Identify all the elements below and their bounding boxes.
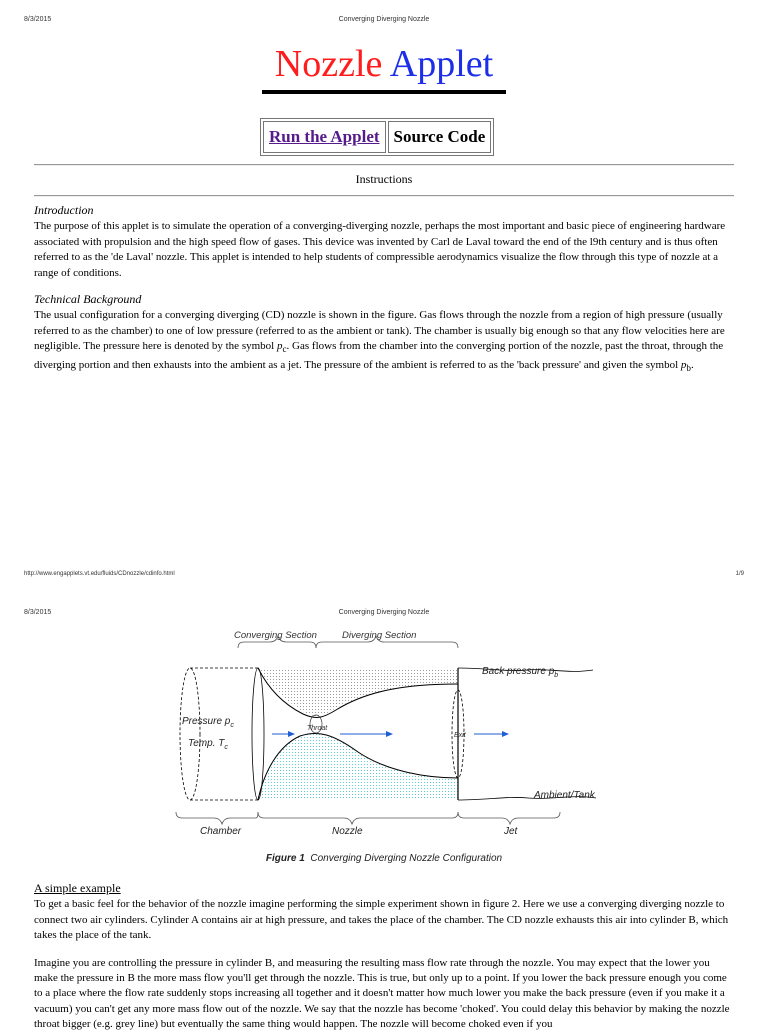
title-word-nozzle: Nozzle: [274, 43, 383, 85]
intro-section: [34, 203, 736, 281]
footer-url: http://www.engapplets.vt.edu/fluids/CDnozzle/cdinfo.html: [24, 571, 175, 577]
symbol-pc: p: [276, 340, 283, 353]
brace-chamber: [176, 812, 258, 824]
symbol-pb: p: [680, 358, 687, 371]
intro-heading: Introduction: [34, 203, 94, 217]
example-paragraph-2: Imagine you are controlling the pressure in cylinder B, and measuring the resulting mass flow rate through the nozzle. You may expect that the lower you make the pressure in B the more mass flow you'll get through the nozzle. This is true, but only up to a point. If you lower the back pressure enough you come to a place where the flow rate suddenly stops increasing all together and it doesn't matter how much lower you make the back pressure (even if you make it a vacuum) you can't get any more mass flow out of the nozzle. We say that the nozzle has become 'choked'. You could delay this behavior by making the nozzle throat bigger (e.g. grey line) but eventually the same thing would happen. The nozzle will become choked even if you: [34, 956, 730, 1031]
chamber-end: [180, 668, 200, 800]
label-chamber: Chamber: [200, 826, 242, 837]
nav-buttons: [260, 118, 494, 156]
chamber-nozzle-face: [252, 668, 264, 800]
label-converging-section: Converging Section: [234, 630, 317, 641]
label-jet: Jet: [504, 826, 518, 837]
example-heading: A simple example: [34, 881, 121, 895]
divider: [34, 195, 734, 197]
tech-heading: Technical Background: [34, 292, 142, 306]
figure-caption: [0, 853, 768, 864]
label-nozzle: Nozzle: [332, 826, 363, 837]
stipple-upper: [258, 668, 458, 716]
brace-jet: [458, 812, 560, 824]
header-date: 8/3/2015: [24, 609, 52, 616]
brace-nozzle: [258, 812, 458, 824]
label-back-pressure: Back pressure $p_b$: [482, 666, 559, 679]
title-word-applet: Applet: [389, 43, 494, 85]
run-applet-cell: [263, 121, 386, 153]
example-paragraph-1: To get a basic feel for the behavior of the nozzle imagine performing the simple experiment shown in figure 2. Here we use a converging diverging nozzle to connect two air cylinders. Cylinder A contains air at high pressure, and takes the place of the chamber. The CD nozzle exhausts this air into cylinder B, which takes the place of the tank.: [34, 898, 729, 942]
label-throat: Throat: [307, 725, 328, 732]
intro-paragraph: The purpose of this applet is to simulate the operation of a converging-diverging nozzle, perhaps the most important and basic piece of engineering hardware associated with propulsion and the high speed flow of gases. This device was invented by Carl de Laval toward the end of the l9th century and is thus often referred to as the 'de Laval' nozzle. This applet is intended to help students of compressible aerodynamics visualize the flow through this type of nozzle at a range of conditions.: [34, 220, 726, 279]
label-pressure: Pressure $p_c$: [182, 716, 234, 729]
tech-paragraph: The usual configuration for a converging diverging (CD) nozzle is shown in the figure. Gas flows through the nozzle from a region of high pressure (usually referred to as the chamber) to one of low pressure (referred to as the ambient or tank). The chamber is usually big enough so that any flow velocities here are negligible. The pressure here is denoted by the symbol $p_c$. Gas flows from the chamber into the converging portion of the nozzle, past the throat, through the diverging portion and then exhausts into the ambient as a jet. The pressure of the ambient is referred to as the 'back pressure' and given the symbol $p_b$.: [34, 309, 725, 373]
nozzle-figure: [168, 622, 608, 844]
footer-page: 1/9: [735, 571, 744, 577]
caption-number: Figure 1: [265, 853, 305, 864]
header-date: 8/3/2015: [24, 16, 52, 23]
page-title: [0, 42, 768, 86]
header-title: Converging Diverging Nozzle: [338, 16, 430, 23]
caption-text: Converging Diverging Nozzle Configuration: [310, 853, 503, 864]
divider: [34, 164, 734, 166]
source-code-label[interactable]: Source Code: [393, 127, 486, 146]
source-code-cell: [388, 121, 492, 153]
example-section: [34, 881, 736, 1033]
label-ambient: Ambient/Tank: [534, 790, 595, 801]
label-temp: Temp. $T_c$: [188, 738, 228, 751]
instructions-heading: Instructions: [355, 172, 413, 186]
label-exit: Exit: [454, 732, 466, 739]
label-diverging-section: Diverging Section: [342, 630, 417, 641]
header-title: Converging Diverging Nozzle: [338, 609, 430, 616]
tech-section: [34, 292, 736, 376]
title-underline: [262, 90, 506, 94]
run-applet-link[interactable]: Run the Applet: [269, 127, 380, 146]
